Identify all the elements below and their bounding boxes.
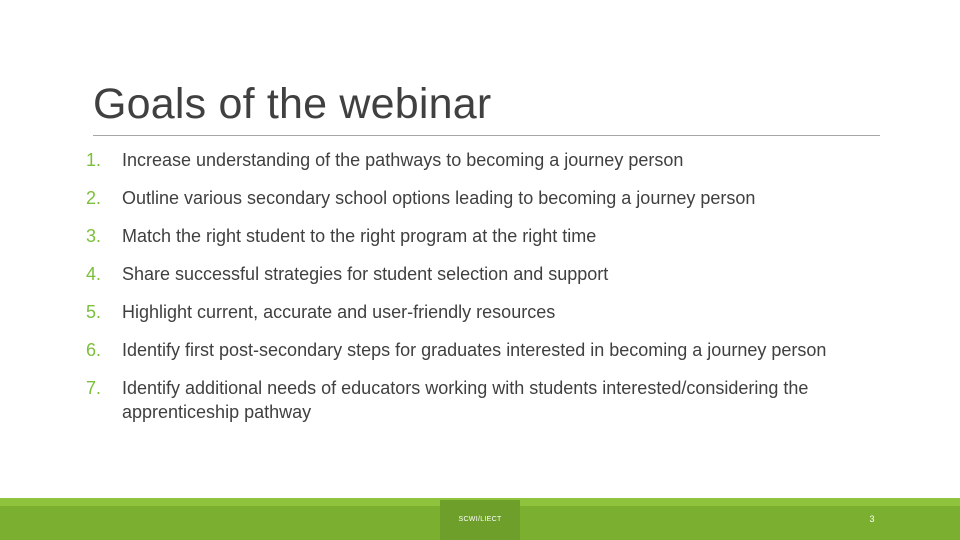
goal-item-4 [86,262,886,286]
title-divider [93,135,880,136]
goal-item-3 [86,224,886,248]
goal-list [86,148,886,438]
goal-item-7 [86,376,886,424]
goal-item-5 [86,300,886,324]
goal-text: Share successful strategies for student selection and support [122,264,609,284]
goal-number: 1. [86,150,102,170]
goal-number: 7. [86,378,102,398]
goal-item-1 [86,148,886,172]
goal-number: 6. [86,340,102,360]
goal-text: Highlight current, accurate and user-friendly resources [122,302,556,322]
goal-number: 4. [86,264,102,284]
footer-label: SCWI/LIECT [458,516,502,523]
goal-number: 5. [86,302,102,322]
goal-text: Outline various secondary school options leading to becoming a journey person [122,188,756,208]
goal-text: Identify additional needs of educators working with students interested/considering the apprenticeship pathway [122,378,809,422]
page-number: 3 [869,514,875,524]
goal-item-6 [86,338,886,362]
goal-text: Match the right student to the right program at the right time [122,226,597,246]
slide-title: Goals of the webinar [93,80,492,128]
goal-text: Increase understanding of the pathways to becoming a journey person [122,150,684,170]
goal-text: Identify first post-secondary steps for graduates interested in becoming a journey person [122,340,827,360]
goal-number: 3. [86,226,102,246]
goal-number: 2. [86,188,102,208]
goal-item-2 [86,186,886,210]
